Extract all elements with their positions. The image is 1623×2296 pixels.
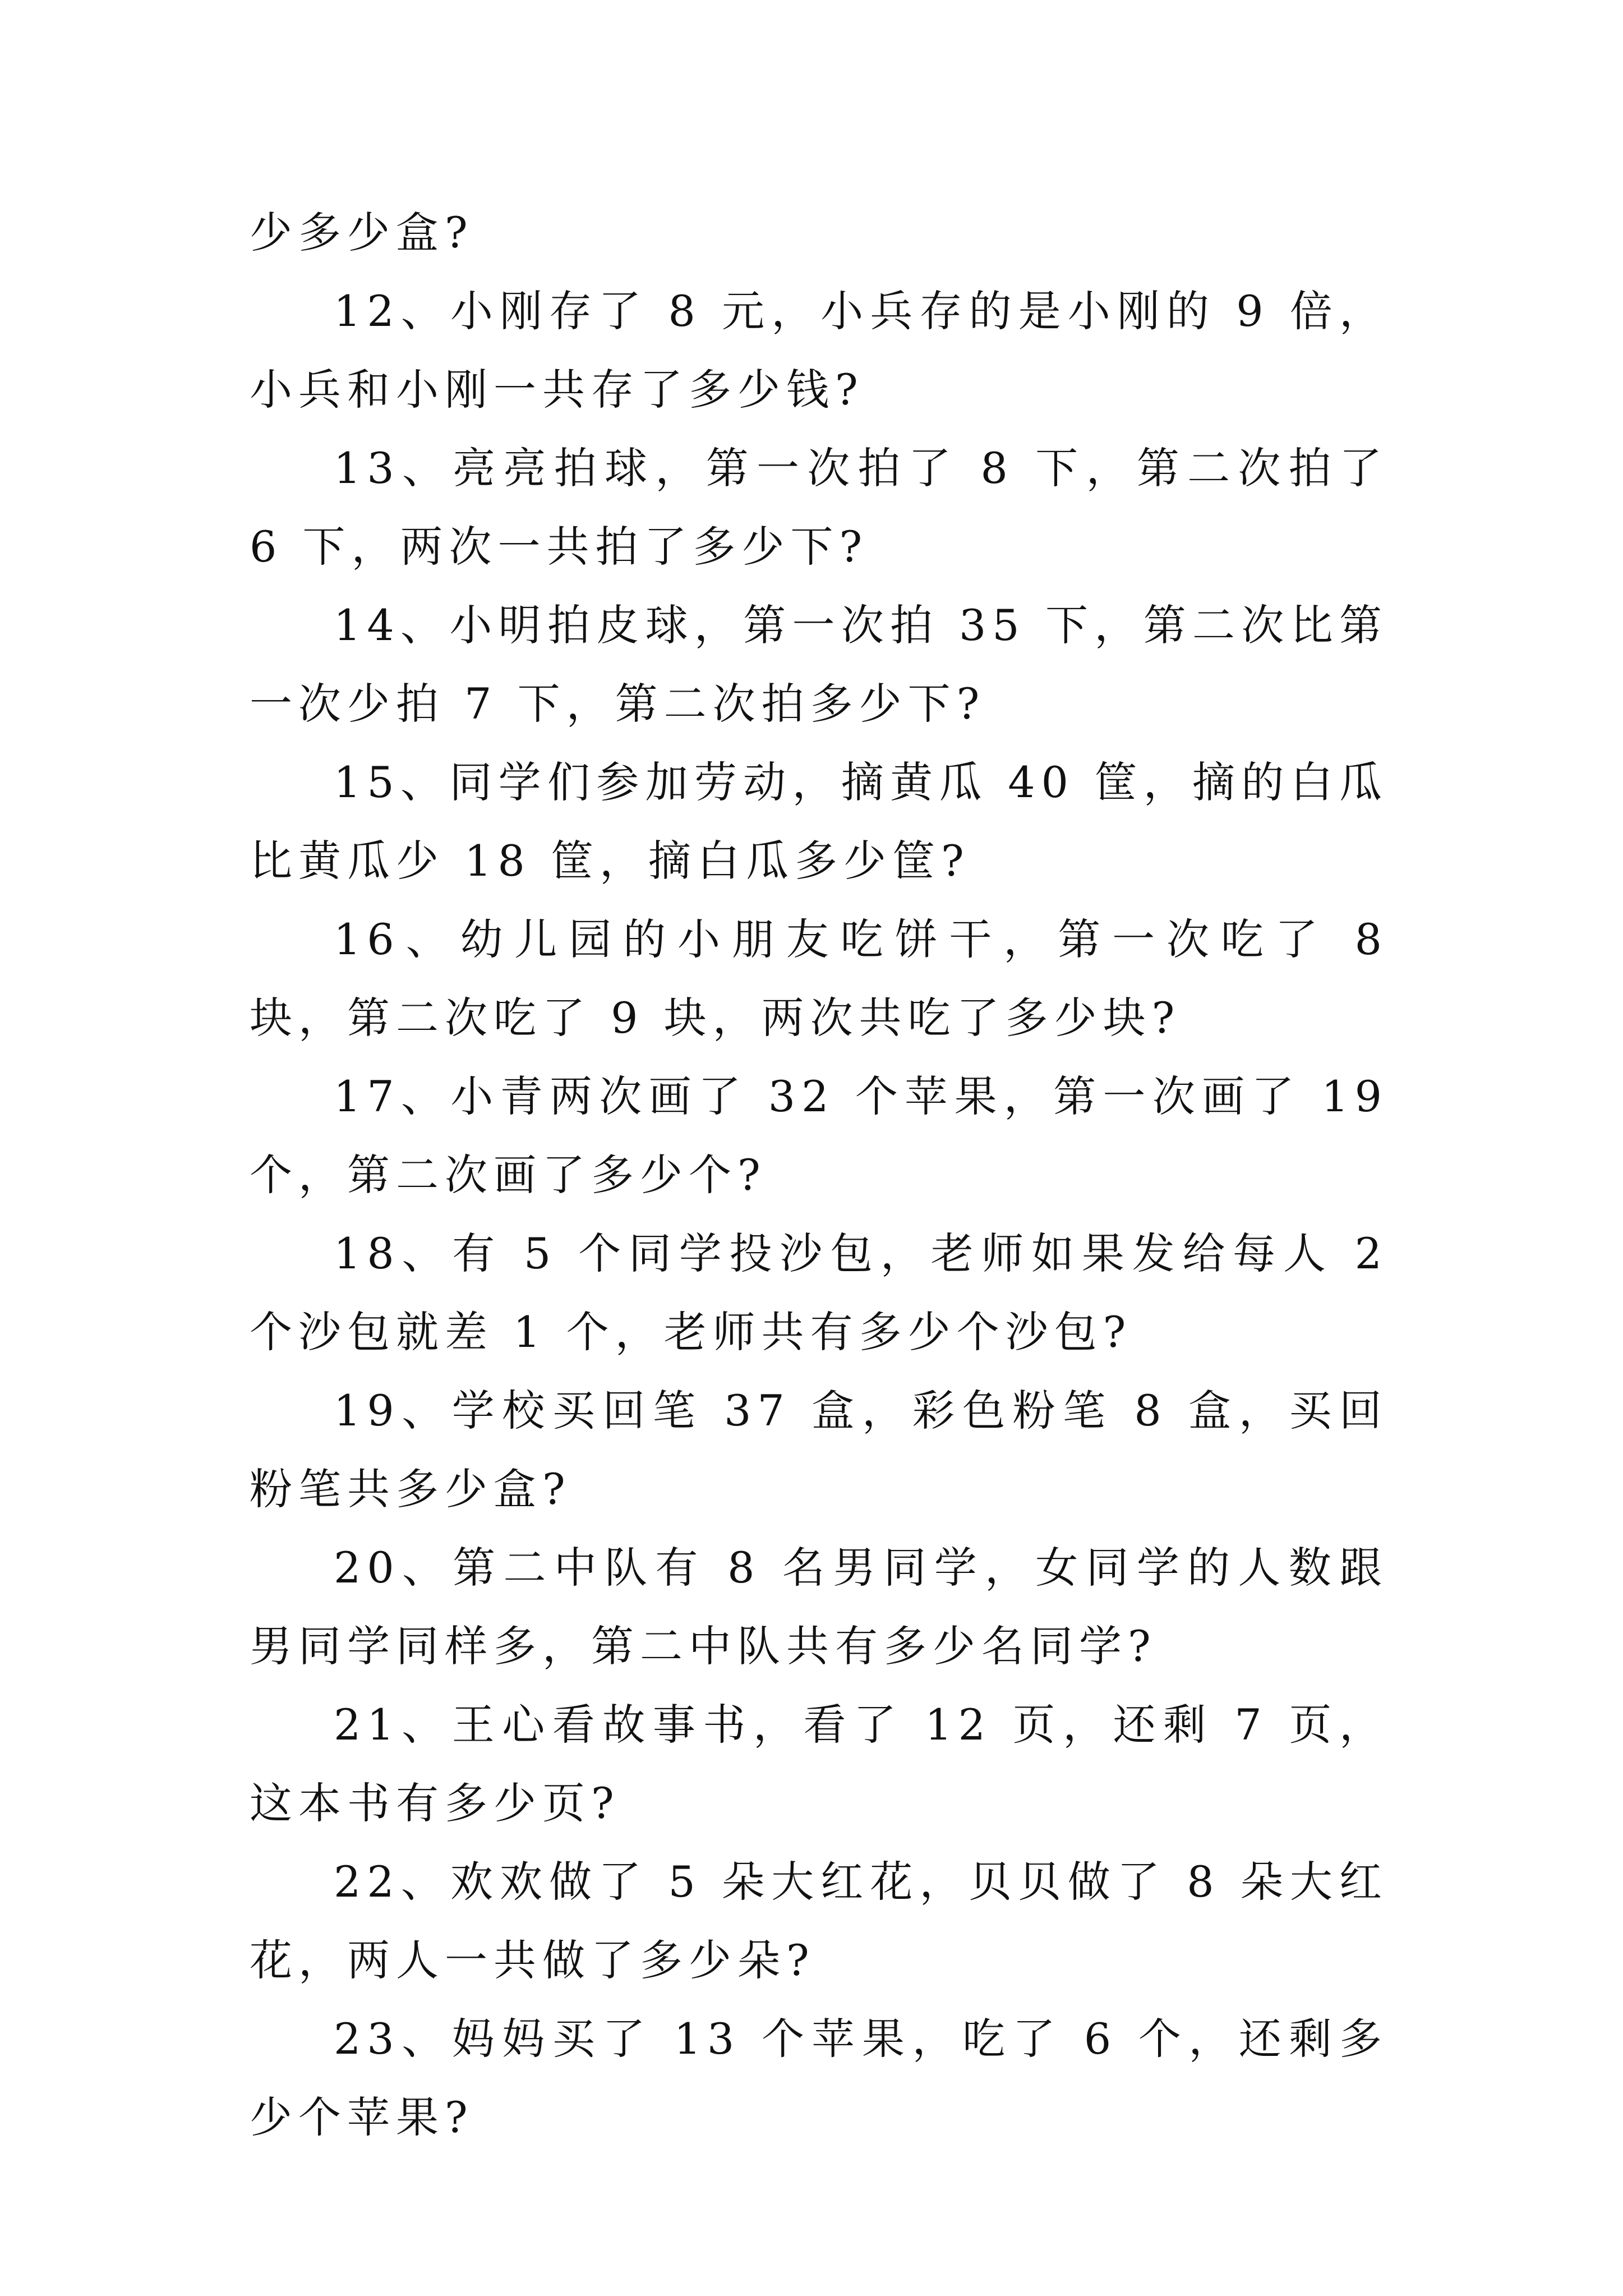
paragraph-problem-20: 20、第二中队有 8 名男同学，女同学的人数跟男同学同样多，第二中队共有多少名同学? bbox=[250, 1543, 1388, 1671]
paragraph-problem-21: 21、王心看故事书，看了 12 页，还剩 7 页，这本书有多少页? bbox=[250, 1700, 1388, 1828]
paragraph-continuation: 少多少盒? bbox=[250, 208, 474, 257]
paragraph-problem-23: 23、妈妈买了 13 个苹果，吃了 6 个，还剩多少个苹果? bbox=[250, 2014, 1388, 2142]
paragraph-problem-19: 19、学校买回笔 37 盒，彩色粉笔 8 盒，买回粉笔共多少盒? bbox=[250, 1386, 1388, 1514]
document-page bbox=[250, 194, 1388, 2157]
paragraph-problem-17: 17、小青两次画了 32 个苹果，第一次画了 19 个，第二次画了多少个? bbox=[250, 1071, 1388, 1200]
paragraph-problem-22: 22、欢欢做了 5 朵大红花，贝贝做了 8 朵大红花，两人一共做了多少朵? bbox=[250, 1857, 1388, 1985]
paragraph-problem-16: 16、幼儿园的小朋友吃饼干，第一次吃了 8 块，第二次吃了 9 块，两次共吃了多少块? bbox=[250, 914, 1388, 1043]
paragraph-problem-15: 15、同学们参加劳动，摘黄瓜 40 筐，摘的白瓜比黄瓜少 18 筐，摘白瓜多少筐? bbox=[250, 757, 1388, 886]
paragraph-problem-14: 14、小明拍皮球，第一次拍 35 下，第二次比第一次少拍 7 下，第二次拍多少下? bbox=[250, 600, 1388, 729]
paragraph-problem-18: 18、有 5 个同学投沙包，老师如果发给每人 2 个沙包就差 1 个，老师共有多少个沙包? bbox=[250, 1228, 1388, 1357]
paragraph-problem-12: 12、小刚存了 8 元，小兵存的是小刚的 9 倍，小兵和小刚一共存了多少钱? bbox=[250, 286, 1388, 415]
paragraph-problem-13: 13、亮亮拍球，第一次拍了 8 下，第二次拍了 6 下，两次一共拍了多少下? bbox=[250, 443, 1388, 572]
